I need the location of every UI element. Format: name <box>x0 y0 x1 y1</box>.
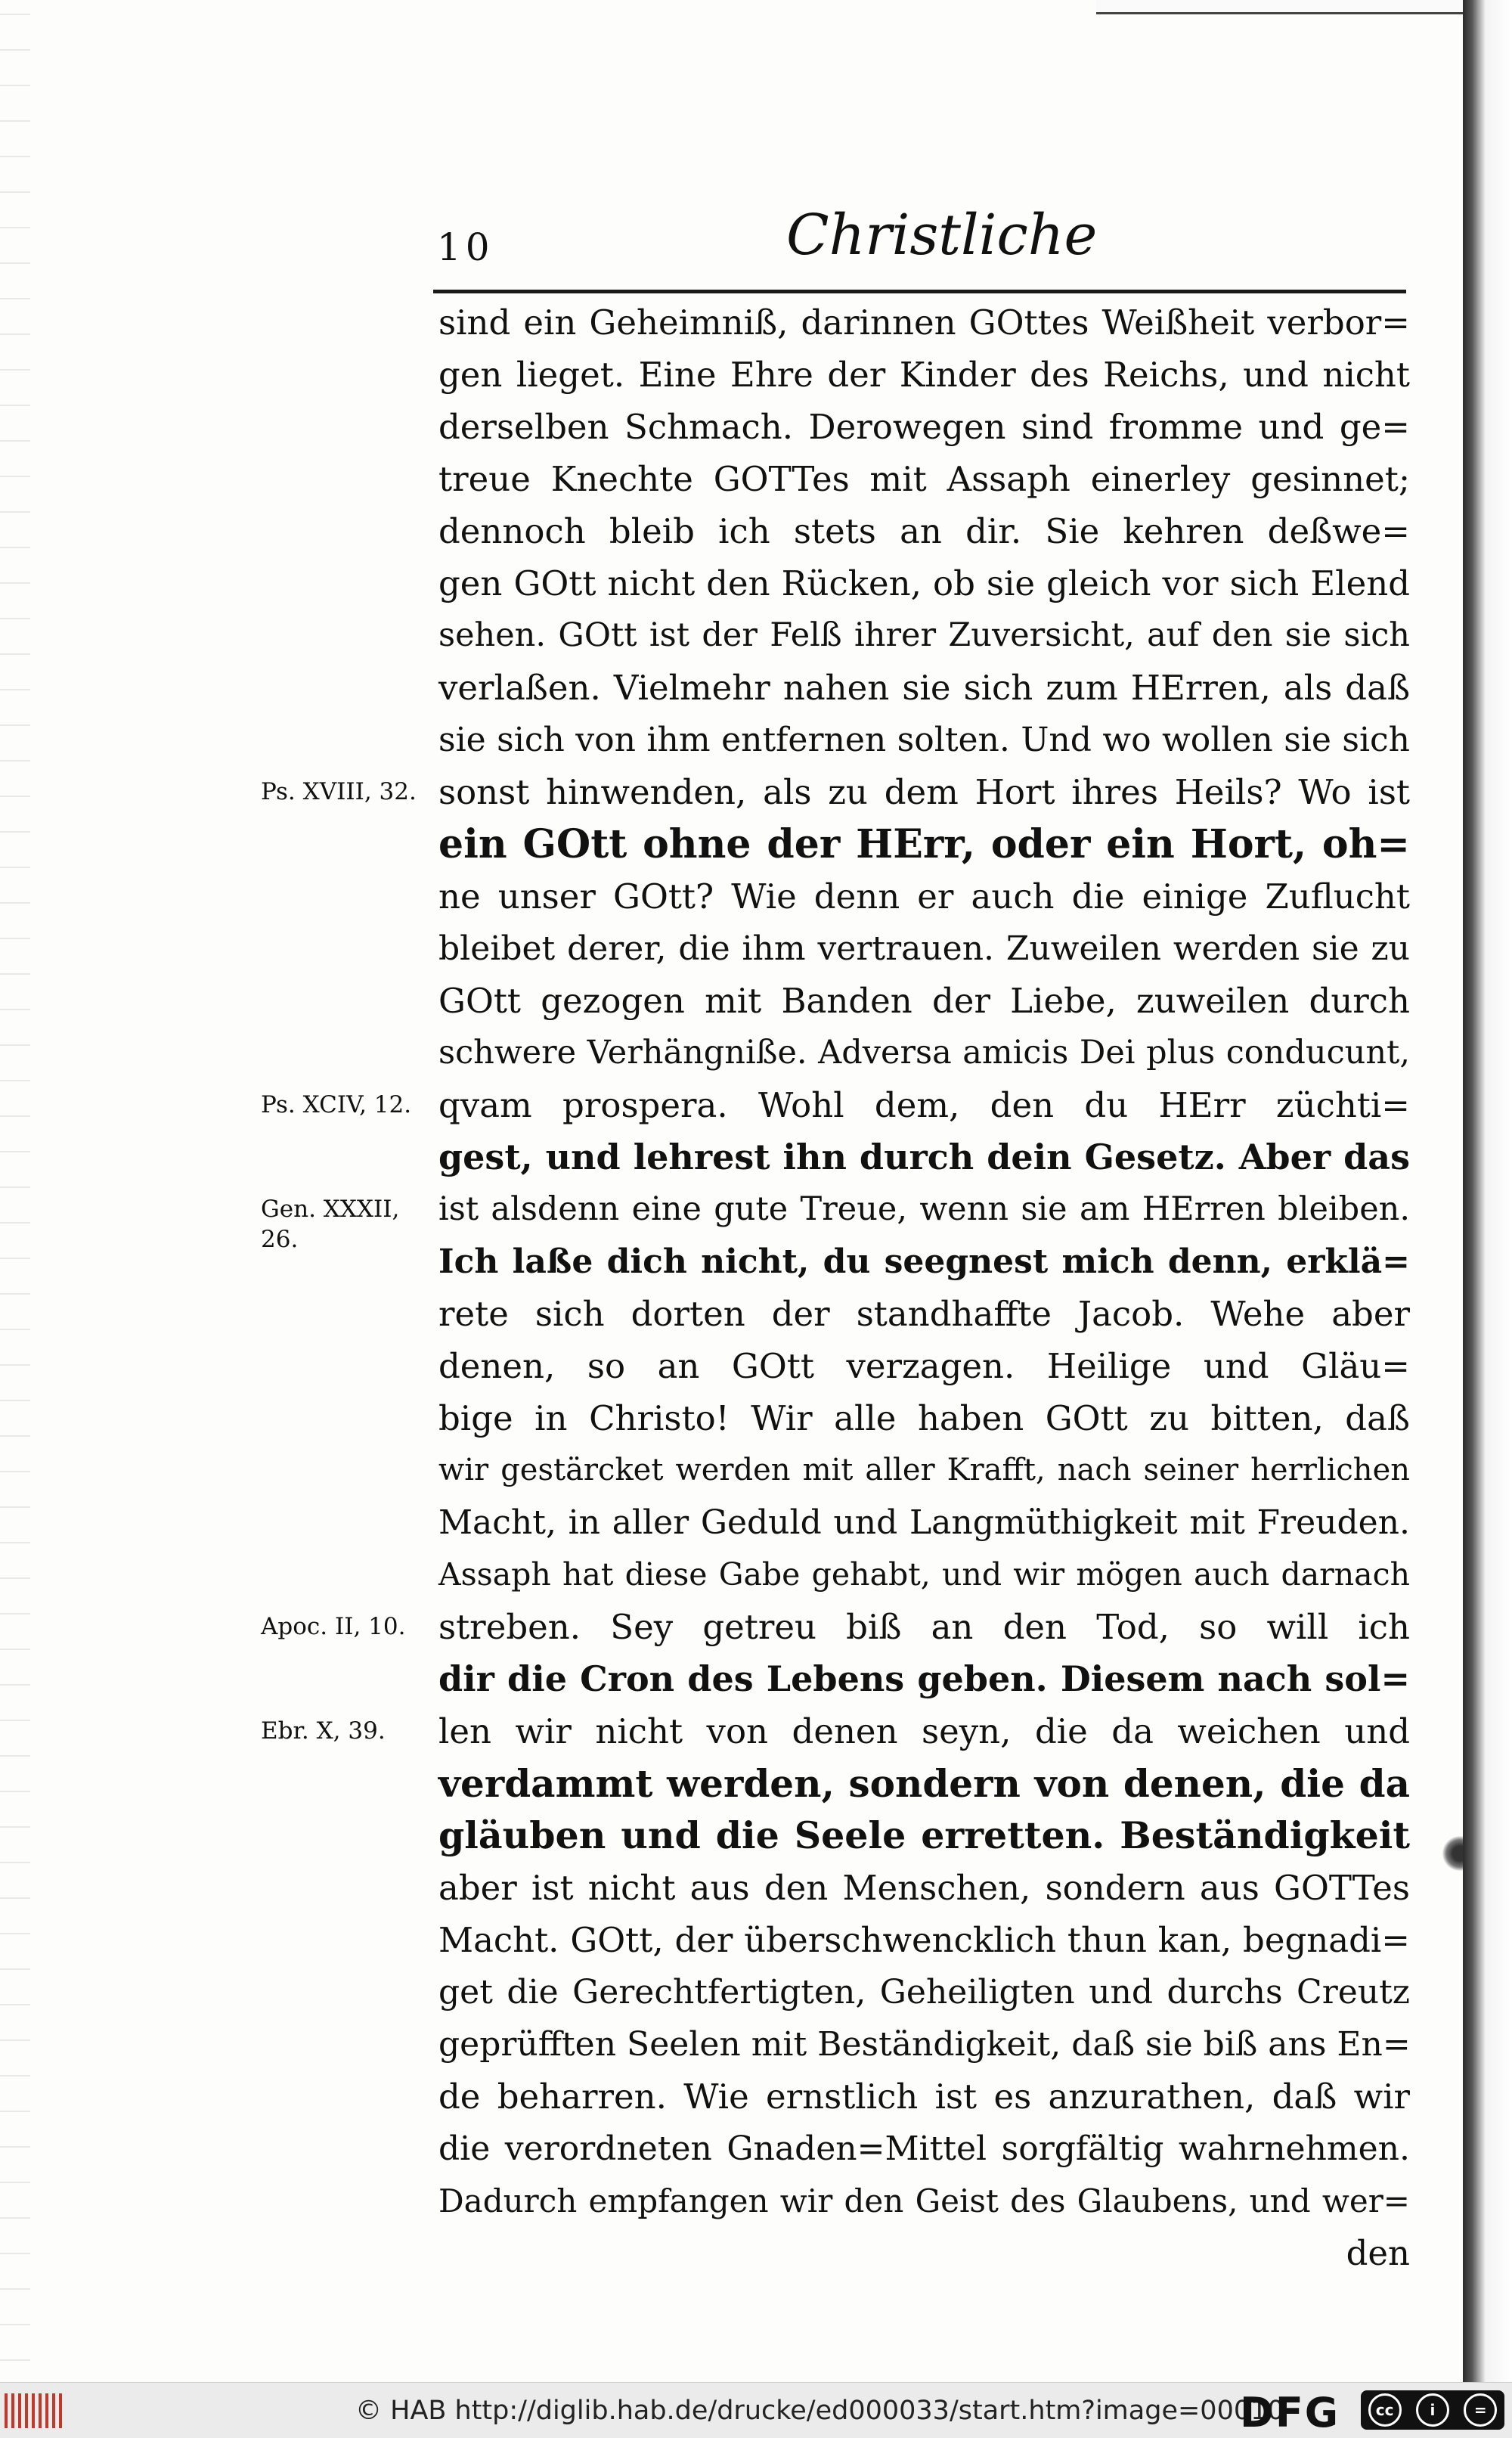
margin-reference: Gen. XXXII, 26. <box>261 1196 400 1253</box>
text-line: die verordneten Gnaden=Mittel sorgfältig wahrnehmen. <box>438 2129 1410 2168</box>
text-line: schwere Verhängniße. Adversa amicis Dei plus conducunt, <box>438 1034 1410 1072</box>
page-header <box>431 203 1406 293</box>
text-line: GOtt gezogen mit Banden der Liebe, zuweilen durch <box>438 981 1410 1021</box>
footer-credit[interactable]: © HAB http://diglib.hab.de/drucke/ed000033/start.htm?image=00010 <box>355 2396 1284 2426</box>
cc-icon: cc <box>1368 2393 1402 2427</box>
body-text <box>438 296 1410 2279</box>
sharealike-icon: = <box>1464 2393 1497 2427</box>
text-line: dir die Cron des Lebens geben. Diesem nach sol= <box>438 1658 1410 1699</box>
text-line: verdammt werden, sondern von denen, die da <box>438 1761 1410 1806</box>
text-line: ein GOtt ohne der HErr, oder ein Hort, oh= <box>438 821 1410 867</box>
margin-reference: Ps. XVIII, 32. <box>261 778 417 805</box>
text-line: Dadurch empfangen wir den Geist des Glaubens, und wer= <box>438 2182 1410 2219</box>
binding-shadow <box>0 0 30 2382</box>
text-line: denen, so an GOtt verzagen. Heilige und Gläu= <box>438 1346 1410 1386</box>
text-line: rete sich dorten der standhaffte Jacob. Wehe aber <box>438 1294 1410 1334</box>
info-icon: i <box>1416 2393 1449 2427</box>
text-line: Assaph hat diese Gabe gehabt, und wir mögen auch darnach <box>438 1556 1410 1593</box>
text-line: derselben Schmach. Derowegen sind fromme und ge= <box>438 407 1410 447</box>
margin-reference: Ps. XCIV, 12. <box>261 1091 412 1118</box>
page-number: 10 <box>437 225 494 269</box>
library-logo-icon <box>5 2393 64 2428</box>
text-line: gest, und lehrest ihn durch dein Gesetz. Aber das <box>438 1137 1410 1177</box>
text-line: wir gestärcket werden mit aller Krafft, nach seiner herrlichen <box>438 1453 1410 1487</box>
text-line: aber ist nicht aus den Menschen, sondern aus GOTTes <box>438 1868 1410 1908</box>
text-line: ne unser GOtt? Wie denn er auch die einige Zuflucht <box>438 876 1410 917</box>
text-line: sind ein Geheimniß, darinnen GOttes Weißheit verbor= <box>438 302 1410 343</box>
text-line: sonst hinwenden, als zu dem Hort ihres Heils? Wo ist <box>438 772 1410 812</box>
page-curl <box>1096 0 1467 14</box>
catchword: den <box>1346 2233 1410 2273</box>
text-line: len wir nicht von denen seyn, die da weichen und <box>438 1711 1410 1751</box>
cc-license-badge[interactable] <box>1361 2390 1504 2430</box>
footer-bar <box>0 2382 1512 2438</box>
margin-reference: Ebr. X, 39. <box>261 1717 386 1745</box>
text-line: treue Knechte GOTTes mit Assaph einerley gesinnet; <box>438 459 1410 499</box>
text-line: sie sich von ihm entfernen solten. Und wo wollen sie sich <box>438 721 1410 759</box>
header-rule <box>433 290 1406 293</box>
margin-reference: Apoc. II, 10. <box>261 1613 406 1640</box>
text-line: get die Gerechtfertigten, Geheiligten und durchs Creutz <box>438 1973 1410 2012</box>
text-line: dennoch bleib ich stets an dir. Sie kehren deßwe= <box>438 511 1410 551</box>
text-line: ist alsdenn eine gute Treue, wenn sie am HErren bleiben. <box>438 1190 1410 1228</box>
text-line: streben. Sey getreu biß an den Tod, so will ich <box>438 1607 1410 1647</box>
page-edge <box>1463 0 1512 2382</box>
text-line: Macht. GOtt, der überschwencklich thun kan, begnadi= <box>438 1920 1410 1960</box>
text-line: Macht, in aller Geduld und Langmüthigkeit mit Freuden. <box>438 1503 1410 1542</box>
text-line: gen lieget. Eine Ehre der Kinder des Reichs, und nicht <box>438 355 1410 395</box>
running-title: Christliche <box>786 203 1098 268</box>
text-line: gen GOtt nicht den Rücken, ob sie gleich vor sich Elend <box>438 563 1410 603</box>
text-line: sehen. GOtt ist der Felß ihrer Zuversicht, auf den sie sich <box>438 616 1410 654</box>
text-line: verlaßen. Vielmehr nahen sie sich zum HErren, als daß <box>438 668 1410 708</box>
dfg-logo: DFG <box>1240 2389 1340 2436</box>
text-line: geprüfften Seelen mit Beständigkeit, daß sie biß ans En= <box>438 2025 1411 2064</box>
text-line: qvam prospera. Wohl dem, den du HErr züchti= <box>438 1085 1410 1125</box>
text-line: gläuben und die Seele erretten. Beständigkeit <box>438 1813 1410 1857</box>
text-line: bige in Christo! Wir alle haben GOtt zu bitten, daß <box>438 1398 1410 1438</box>
text-line: Ich laße dich nicht, du seegnest mich denn, erklä= <box>438 1242 1410 1281</box>
text-line: de beharren. Wie ernstlich ist es anzurathen, daß wir <box>438 2077 1410 2117</box>
text-line: bleibet derer, die ihm vertrauen. Zuweilen werden sie zu <box>438 929 1410 968</box>
